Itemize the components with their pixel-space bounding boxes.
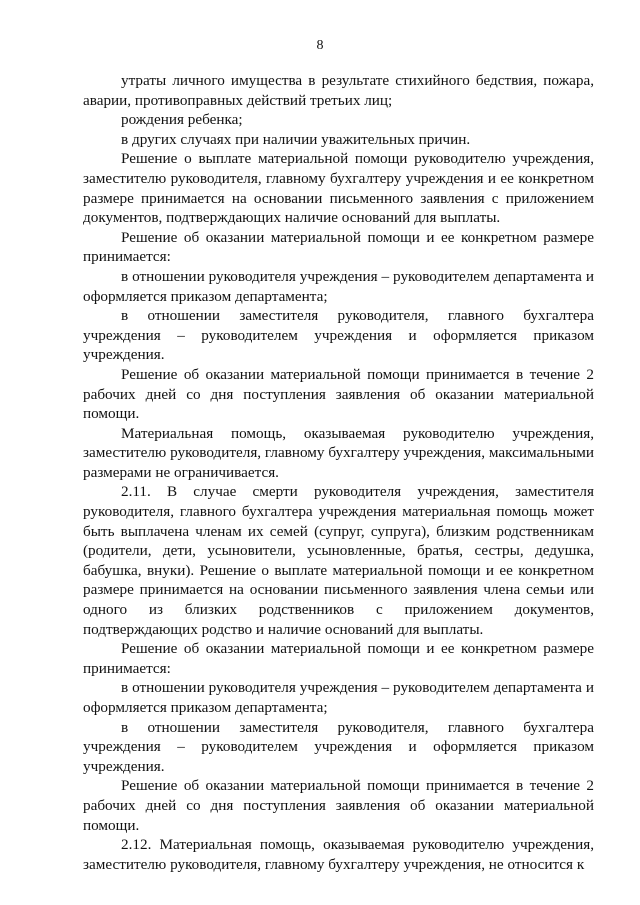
paragraph: 2.11. В случае смерти руководителя учреждения, заместителя руководителя, главного бухгалтера учреждения материальная помощь может быть выплачена членам их семей (супруг, супруга), близким родственникам (родители, дети, усыновители, усыновленные, братья, сестры, дедушка, бабушка, внуки). Решение о выплате материальной помощи и ее конкретном размере принимается на основании письменного заявления члена семьи или одного из близких родственников с приложением документов, подтверждающих родство и наличие оснований для выплаты. [83,483,594,638]
paragraph: Решение о выплате материальной помощи руководителю учреждения, заместителю руководителя, главному бухгалтеру учреждения и ее конкретном размере принимается на основании письменного заявления с приложением документов, подтверждающих наличие оснований для выплаты. [83,150,594,227]
paragraph: в других случаях при наличии уважительных причин. [121,130,471,148]
paragraph: утраты личного имущества в результате стихийного бедствия, пожара, аварии, противоправных действий третьих лиц; [83,72,594,109]
paragraph: 2.12. Материальная помощь, оказываемая руководителю учреждения, заместителю руководителя, главному бухгалтеру учреждения, не относится к [83,836,594,873]
document-body [83,71,594,874]
paragraph: в отношении руководителя учреждения – руководителем департамента и оформляется приказом департамента; [83,679,594,716]
paragraph: в отношении заместителя руководителя, главного бухгалтера учреждения – руководителем учреждения и оформляется приказом учреждения. [83,307,594,364]
paragraph: Решение об оказании материальной помощи и ее конкретном размере принимается: [83,228,594,266]
paragraph: в отношении заместителя руководителя, главного бухгалтера учреждения – руководителем учреждения и оформляется приказом учреждения. [83,718,594,775]
paragraph: Материальная помощь, оказываемая руководителю учреждения, заместителю руководителя, главному бухгалтеру учреждения, максимальными размерами не ограничивается. [83,424,594,481]
page-number: 8 [316,38,324,53]
paragraph: Решение об оказании материальной помощи и ее конкретном размере принимается: [83,640,594,677]
paragraph: Решение об оказании материальной помощи принимается в течение 2 рабочих дней со дня поступления заявления об оказании материальной помощи. [83,777,594,834]
paragraph: Решение об оказании материальной помощи принимается в течение 2 рабочих дней со дня поступления заявления об оказании материальной помощи. [83,365,594,423]
paragraph: в отношении руководителя учреждения – руководителем департамента и оформляется приказом департамента; [83,267,594,305]
paragraph: рождения ребенка; [121,111,243,129]
